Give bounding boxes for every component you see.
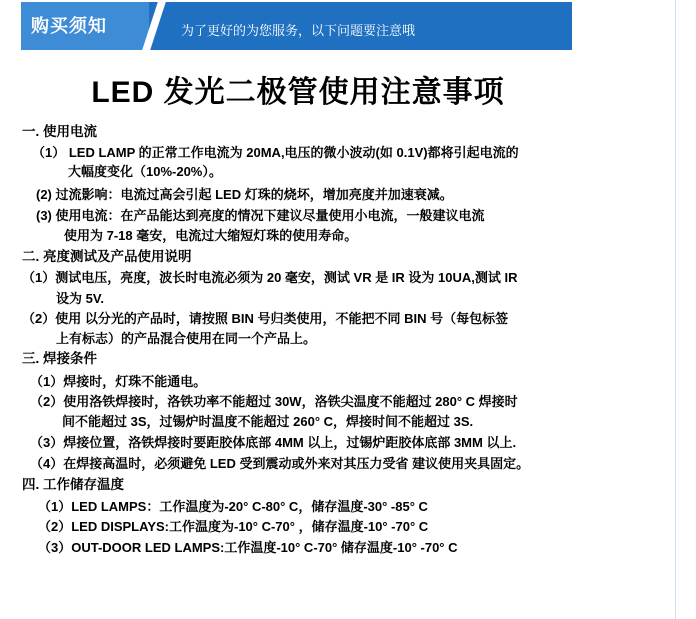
section-1-line-3: (2) 过流影响：电流过高会引起 LED 灯珠的烧坏，增加亮度并加速衰减。 <box>36 187 453 202</box>
section-3-line-3: 间不能超过 3S，过锡炉时温度不能超过 260° C，焊接时间不能超过 3S. <box>62 414 474 429</box>
section-2-line-3: （2）使用 以分光的产品时，请按照 BIN 号归类使用，不能把不同 BIN 号（每包标签 <box>22 311 509 326</box>
section-1-line-5: 使用为 7-18 毫安，电流过大缩短灯珠的使用寿命。 <box>64 228 358 243</box>
section-2-heading: 二. 亮度测试及产品使用说明 <box>22 249 192 264</box>
section-3-heading: 三. 焊接条件 <box>22 351 98 366</box>
section-1-heading: 一. 使用电流 <box>22 124 98 139</box>
section-2-line-2: 设为 5V. <box>56 291 104 306</box>
banner-title: 购买须知 <box>31 16 107 36</box>
section-2-line-1: （1）测试电压，亮度，波长时电流必须为 20 毫安，测试 VR 是 IR 设为 10UA,测试 IR <box>22 270 518 285</box>
right-divider <box>675 0 676 619</box>
page-title: LED 发光二极管使用注意事项 <box>91 76 505 109</box>
section-3-line-4: （3）焊接位置，洛铁焊接时要距胶体底部 4MM 以上，过锡炉距胶体底部 3MM 以上. <box>30 435 517 450</box>
section-1-line-1: （1） LED LAMP 的正常工作电流为 20MA,电压的微小波动(如 0.1V)都将引起电流的 <box>32 145 519 160</box>
section-1-line-2: 大幅度变化（10%-20%）。 <box>68 164 222 179</box>
banner-subtitle: 为了更好的为您服务，以下问题要注意哦 <box>181 23 416 38</box>
section-4-line-1: （1）LED LAMPS：工作温度为-20° C-80° C，储存温度-30° -85° C <box>38 499 428 514</box>
section-3-line-2: （2）使用洛铁焊接时，洛铁功率不能超过 30W，洛铁尖温度不能超过 280° C 焊接时 <box>30 394 518 409</box>
section-4-heading: 四. 工作储存温度 <box>22 477 125 492</box>
header-banner <box>21 2 572 50</box>
section-3-line-5: （4）在焊接高温时，必须避免 LED 受到震动或外来对其压力受省 建议使用夹具固定。 <box>30 456 530 471</box>
section-4-line-3: （3）OUT-DOOR LED LAMPS:工作温度-10° C-70° 储存温度-10° -70° C <box>38 540 458 555</box>
section-4-line-2: （2）LED DISPLAYS:工作温度为-10° C-70° ，储存温度-10° -70° C <box>38 519 429 534</box>
section-3-line-1: （1）焊接时，灯珠不能通电。 <box>30 374 207 389</box>
section-2-line-4: 上有标志）的产品混合使用在同一个产品上。 <box>56 331 317 346</box>
section-1-line-4: (3) 使用电流：在产品能达到亮度的情况下建议尽量使用小电流，一般建议电流 <box>36 208 485 223</box>
